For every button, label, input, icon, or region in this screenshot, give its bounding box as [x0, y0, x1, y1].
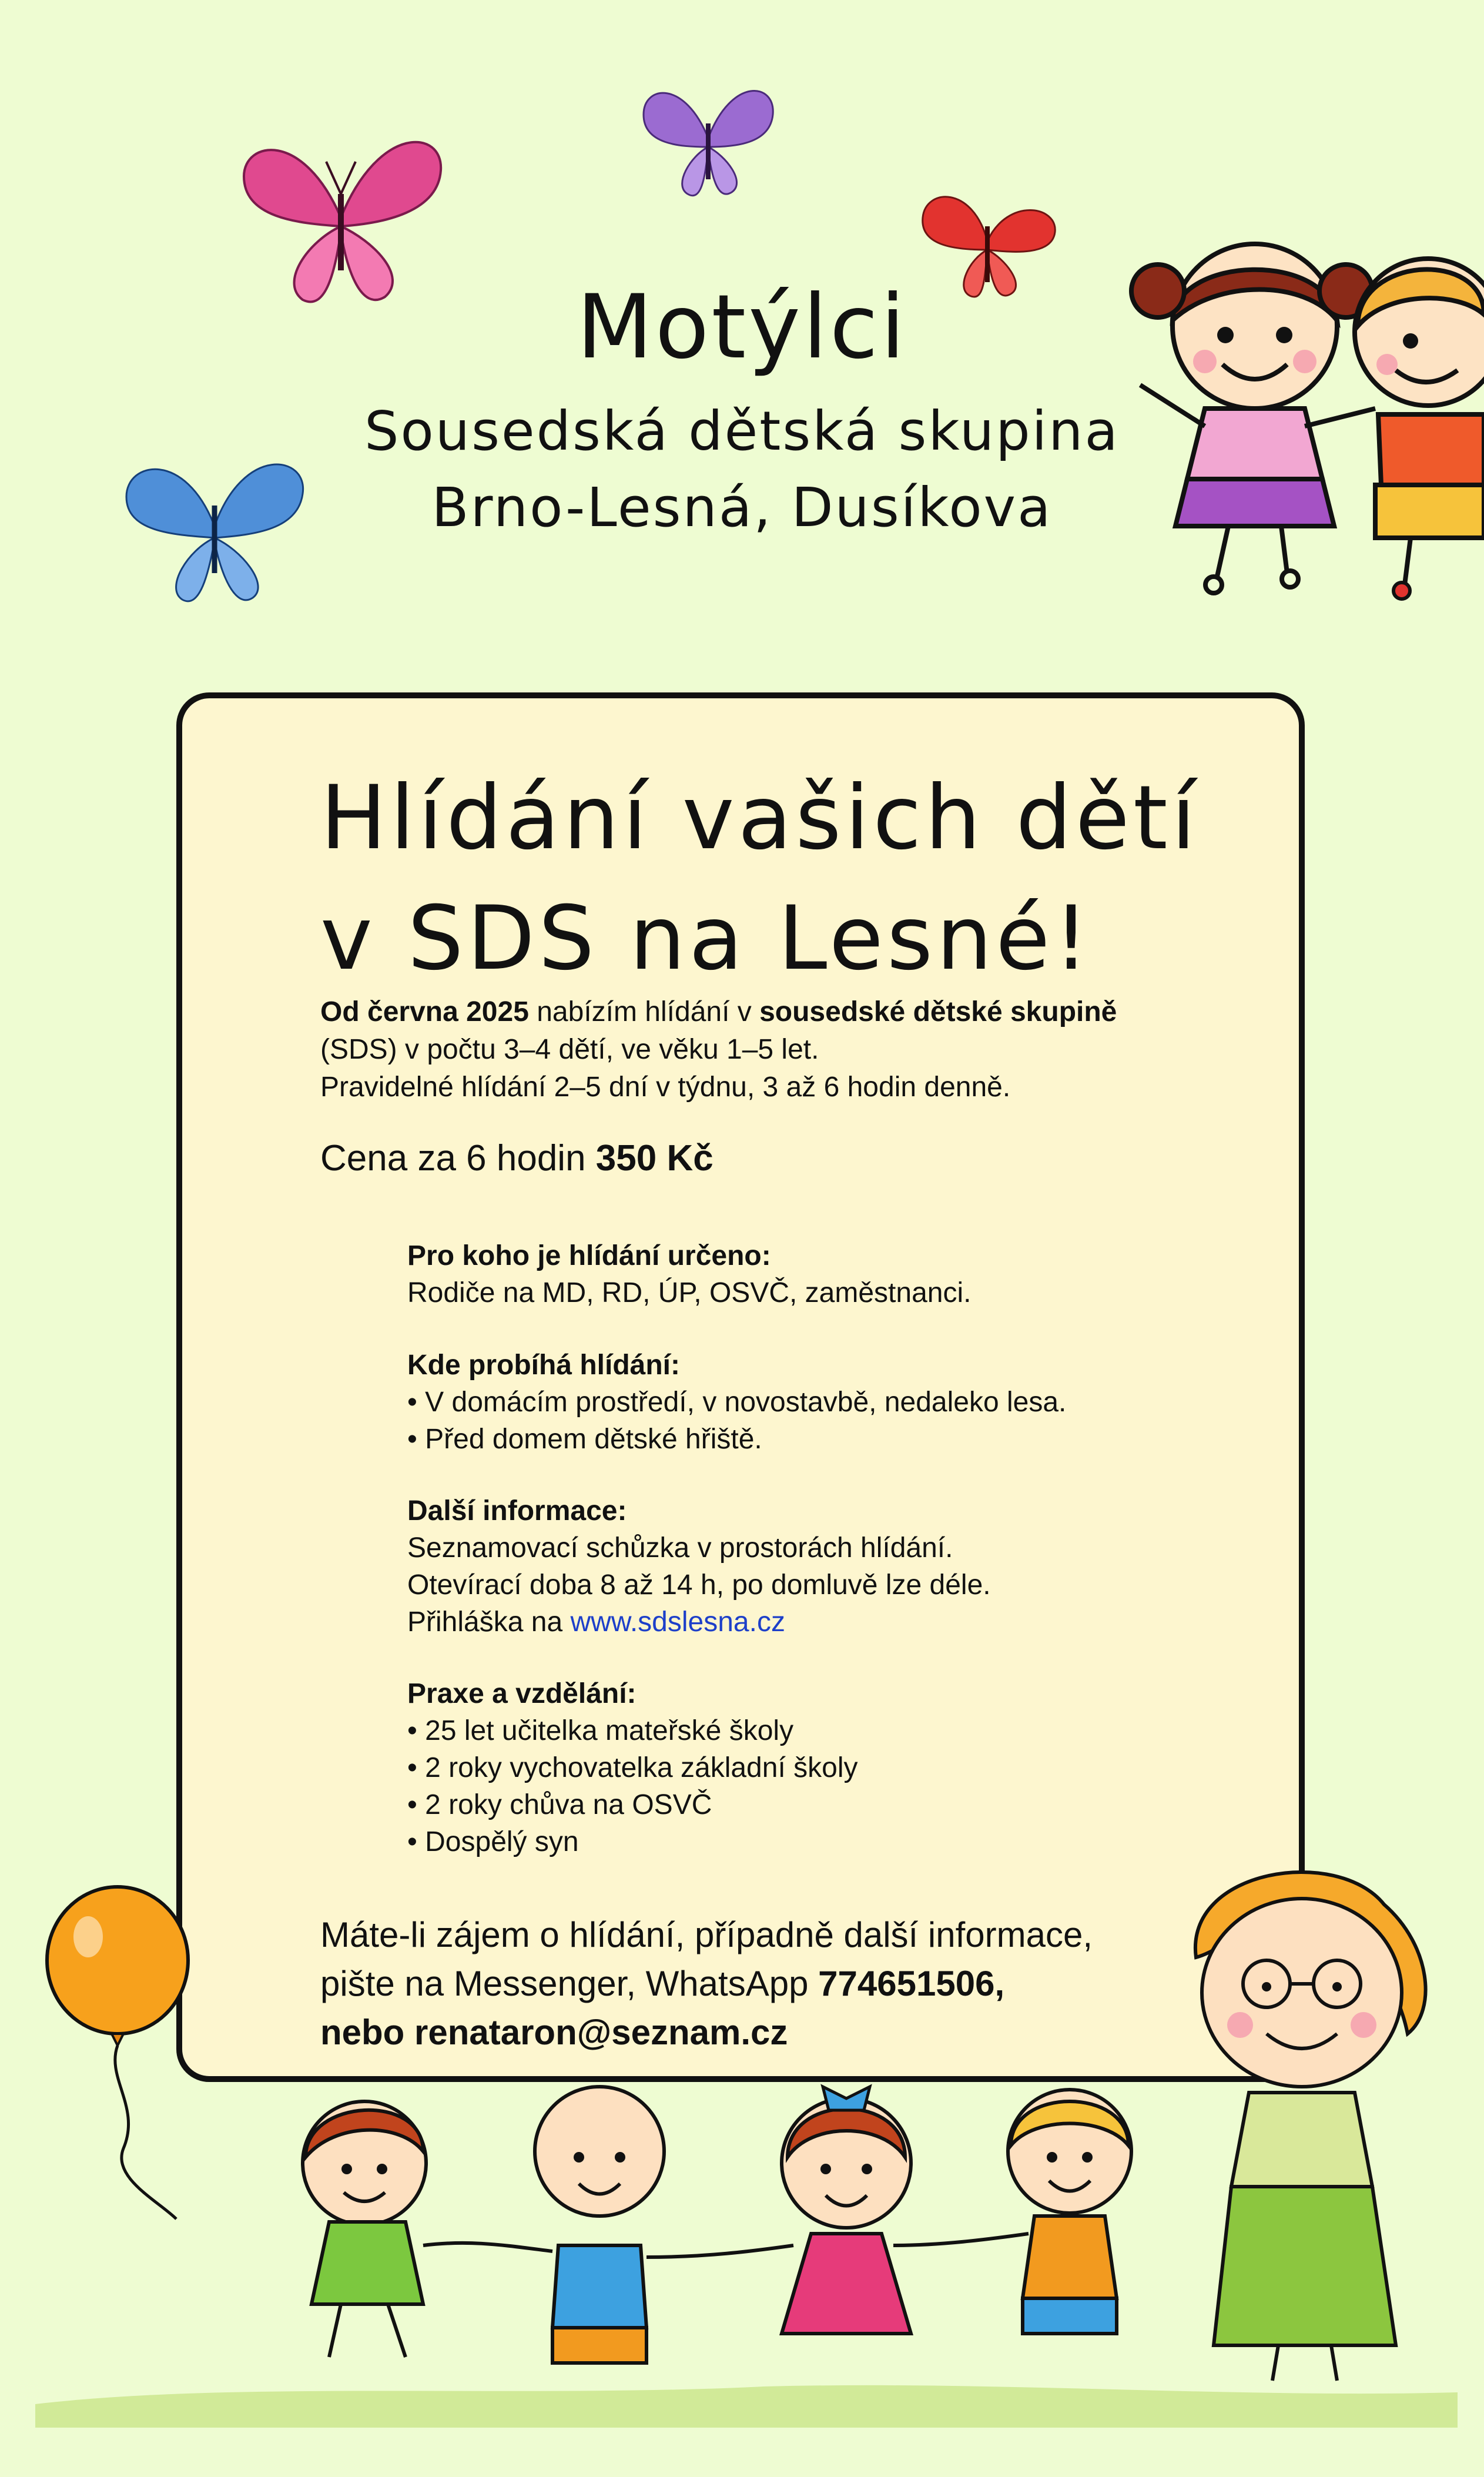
signup-label: Přihláška na — [407, 1606, 571, 1638]
section-heading: Pro koho je hlídání určeno: — [407, 1240, 771, 1271]
subtitle-line-2: Brno-Lesná, Dusíkova — [431, 476, 1053, 539]
signup-line — [407, 1604, 1259, 1641]
price-label: Cena za 6 hodin — [320, 1138, 596, 1179]
section-for-whom — [407, 1237, 1259, 1311]
butterfly-purple-icon — [632, 68, 785, 215]
section-experience — [407, 1675, 1259, 1860]
intro-line-2: (SDS) v počtu 3–4 dětí, ve věku 1–5 let. — [320, 1034, 819, 1065]
section-line: • 2 roky vychovatelka základní školy — [407, 1752, 858, 1783]
intro-paragraph — [320, 993, 1261, 1106]
section-line: • Dospělý syn — [407, 1826, 579, 1857]
section-line: • 25 let učitelka mateřské školy — [407, 1715, 794, 1746]
subtitle-line-1: Sousedská dětská skupina — [364, 400, 1120, 463]
page-title: Motýlci — [577, 276, 907, 379]
sds-label: sousedské dětské skupině — [759, 996, 1117, 1027]
contact-line-1: Máte-li zájem o hlídání, případně další informace, — [320, 1915, 1093, 1954]
section-line: • V domácím prostředí, v novostavbě, nedaleko lesa. — [407, 1387, 1067, 1418]
email[interactable]: nebo renataron@seznam.cz — [320, 2013, 788, 2052]
price-value: 350 Kč — [595, 1138, 713, 1179]
headline-line-1: Hlídání vašich dětí — [320, 767, 1200, 869]
section-line: Seznamovací schůzka v prostorách hlídání. — [407, 1532, 953, 1564]
headline-line-2: v SDS na Lesné! — [320, 888, 1093, 990]
section-line: Otevírací doba 8 až 14 h, po domluvě lze déle. — [407, 1569, 991, 1601]
start-date: Od června 2025 — [320, 996, 529, 1027]
section-more-info — [407, 1492, 1259, 1641]
section-heading: Praxe a vzdělání: — [407, 1678, 637, 1709]
section-line: • 2 roky chůva na OSVČ — [407, 1789, 712, 1820]
website-link[interactable]: www.sdslesna.cz — [570, 1606, 785, 1638]
phone-number[interactable]: 774651506, — [818, 1964, 1005, 2003]
contact-channels: pište na Messenger, WhatsApp — [320, 1964, 819, 2003]
section-heading: Další informace: — [407, 1495, 627, 1527]
price — [320, 1137, 713, 1179]
intro-line-3: Pravidelné hlídání 2–5 dní v týdnu, 3 až 6 hodin denně. — [320, 1072, 1011, 1103]
section-heading: Kde probíhá hlídání: — [407, 1350, 680, 1381]
section-where — [407, 1347, 1259, 1458]
teacher-icon — [1161, 1857, 1484, 2404]
section-line: Rodiče na MD, RD, ÚP, OSVČ, zaměstnanci. — [407, 1277, 972, 1308]
intro-line-1 — [320, 993, 1261, 1031]
headline — [320, 758, 1319, 999]
section-line: • Před domem dětské hřiště. — [407, 1424, 762, 1455]
intro-text: nabízím hlídání v — [528, 996, 760, 1027]
